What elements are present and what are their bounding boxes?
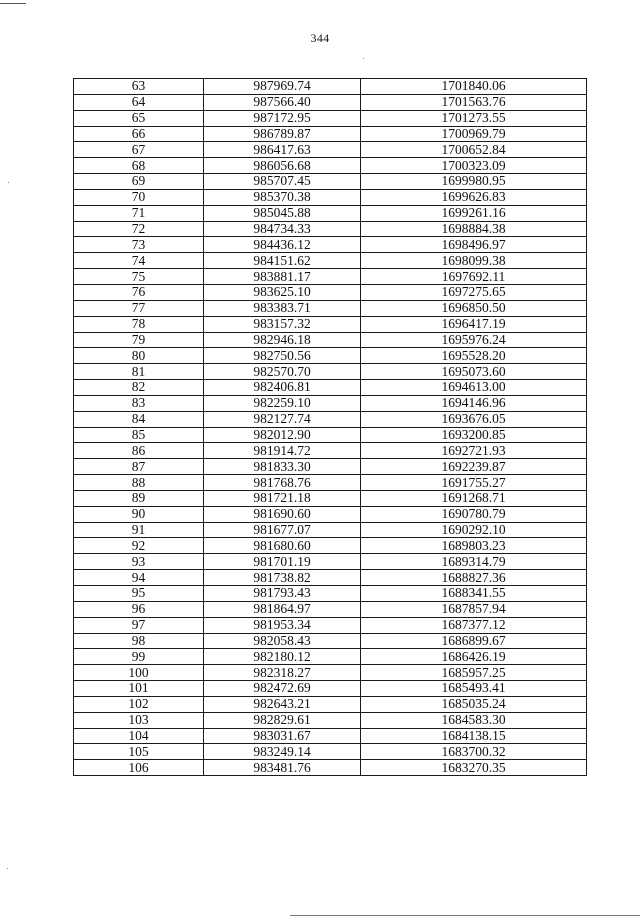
- y-coordinate-cell: 1690780.79: [361, 506, 587, 522]
- point-number-cell: 100: [74, 665, 204, 681]
- x-coordinate-cell: 987969.74: [204, 79, 361, 95]
- y-coordinate-cell: 1701563.76: [361, 94, 587, 110]
- table-row: [74, 728, 587, 744]
- point-number-cell: 91: [74, 522, 204, 538]
- point-number-cell: 64: [74, 94, 204, 110]
- x-coordinate-cell: 983881.17: [204, 269, 361, 285]
- y-coordinate-cell: 1698496.97: [361, 237, 587, 253]
- x-coordinate-cell: 986417.63: [204, 142, 361, 158]
- y-coordinate-cell: 1690292.10: [361, 522, 587, 538]
- point-number-cell: 68: [74, 158, 204, 174]
- x-coordinate-cell: 981768.76: [204, 475, 361, 491]
- y-coordinate-cell: 1698099.38: [361, 253, 587, 269]
- point-number-cell: 93: [74, 554, 204, 570]
- x-coordinate-cell: 981833.30: [204, 459, 361, 475]
- x-coordinate-cell: 983157.32: [204, 316, 361, 332]
- table-row: [74, 300, 587, 316]
- point-number-cell: 73: [74, 237, 204, 253]
- coordinates-table-body: [74, 79, 587, 776]
- point-number-cell: 86: [74, 443, 204, 459]
- table-row: [74, 205, 587, 221]
- y-coordinate-cell: 1692239.87: [361, 459, 587, 475]
- y-coordinate-cell: 1700969.79: [361, 126, 587, 142]
- table-row: [74, 142, 587, 158]
- point-number-cell: 90: [74, 506, 204, 522]
- y-coordinate-cell: 1687377.12: [361, 617, 587, 633]
- coordinates-table: [73, 78, 587, 776]
- point-number-cell: 104: [74, 728, 204, 744]
- point-number-cell: 65: [74, 110, 204, 126]
- table-row: [74, 253, 587, 269]
- table-row: [74, 94, 587, 110]
- point-number-cell: 103: [74, 712, 204, 728]
- y-coordinate-cell: 1699980.95: [361, 174, 587, 190]
- table-row: [74, 696, 587, 712]
- point-number-cell: 87: [74, 459, 204, 475]
- point-number-cell: 72: [74, 221, 204, 237]
- point-number-cell: 71: [74, 205, 204, 221]
- point-number-cell: 75: [74, 269, 204, 285]
- point-number-cell: 95: [74, 586, 204, 602]
- y-coordinate-cell: 1695528.20: [361, 348, 587, 364]
- x-coordinate-cell: 986056.68: [204, 158, 361, 174]
- page-number: 344: [310, 31, 330, 45]
- table-row: [74, 380, 587, 396]
- y-coordinate-cell: 1691755.27: [361, 475, 587, 491]
- table-row: [74, 570, 587, 586]
- table-row: [74, 443, 587, 459]
- table-row: [74, 284, 587, 300]
- point-number-cell: 105: [74, 744, 204, 760]
- y-coordinate-cell: 1683270.35: [361, 760, 587, 776]
- table-row: [74, 522, 587, 538]
- table-row: [74, 427, 587, 443]
- y-coordinate-cell: 1685035.24: [361, 696, 587, 712]
- y-coordinate-cell: 1683700.32: [361, 744, 587, 760]
- table-row: [74, 158, 587, 174]
- x-coordinate-cell: 981690.60: [204, 506, 361, 522]
- table-row: [74, 110, 587, 126]
- y-coordinate-cell: 1687857.94: [361, 601, 587, 617]
- table-row: [74, 601, 587, 617]
- y-coordinate-cell: 1694146.96: [361, 395, 587, 411]
- y-coordinate-cell: 1688341.55: [361, 586, 587, 602]
- y-coordinate-cell: 1689314.79: [361, 554, 587, 570]
- x-coordinate-cell: 981680.60: [204, 538, 361, 554]
- x-coordinate-cell: 986789.87: [204, 126, 361, 142]
- table-row: [74, 237, 587, 253]
- y-coordinate-cell: 1693676.05: [361, 411, 587, 427]
- x-coordinate-cell: 982946.18: [204, 332, 361, 348]
- scan-speck: [363, 58, 364, 59]
- point-number-cell: 74: [74, 253, 204, 269]
- table-row: [74, 411, 587, 427]
- x-coordinate-cell: 983383.71: [204, 300, 361, 316]
- y-coordinate-cell: 1697275.65: [361, 284, 587, 300]
- table-row: [74, 126, 587, 142]
- y-coordinate-cell: 1699626.83: [361, 189, 587, 205]
- y-coordinate-cell: 1685493.41: [361, 681, 587, 697]
- x-coordinate-cell: 982829.61: [204, 712, 361, 728]
- table-row: [74, 506, 587, 522]
- x-coordinate-cell: 981721.18: [204, 490, 361, 506]
- point-number-cell: 98: [74, 633, 204, 649]
- point-number-cell: 69: [74, 174, 204, 190]
- table-row: [74, 586, 587, 602]
- point-number-cell: 84: [74, 411, 204, 427]
- table-row: [74, 364, 587, 380]
- y-coordinate-cell: 1691268.71: [361, 490, 587, 506]
- x-coordinate-cell: 984436.12: [204, 237, 361, 253]
- table-row: [74, 760, 587, 776]
- table-row: [74, 316, 587, 332]
- y-coordinate-cell: 1699261.16: [361, 205, 587, 221]
- x-coordinate-cell: 981793.43: [204, 586, 361, 602]
- x-coordinate-cell: 985045.88: [204, 205, 361, 221]
- point-number-cell: 89: [74, 490, 204, 506]
- table-row: [74, 681, 587, 697]
- y-coordinate-cell: 1695976.24: [361, 332, 587, 348]
- table-row: [74, 189, 587, 205]
- table-row: [74, 221, 587, 237]
- table-row: [74, 554, 587, 570]
- point-number-cell: 82: [74, 380, 204, 396]
- y-coordinate-cell: 1694613.00: [361, 380, 587, 396]
- point-number-cell: 67: [74, 142, 204, 158]
- x-coordinate-cell: 982750.56: [204, 348, 361, 364]
- y-coordinate-cell: 1697692.11: [361, 269, 587, 285]
- x-coordinate-cell: 982259.10: [204, 395, 361, 411]
- y-coordinate-cell: 1701273.55: [361, 110, 587, 126]
- point-number-cell: 80: [74, 348, 204, 364]
- table-row: [74, 744, 587, 760]
- point-number-cell: 85: [74, 427, 204, 443]
- x-coordinate-cell: 983625.10: [204, 284, 361, 300]
- point-number-cell: 88: [74, 475, 204, 491]
- y-coordinate-cell: 1693200.85: [361, 427, 587, 443]
- y-coordinate-cell: 1696417.19: [361, 316, 587, 332]
- x-coordinate-cell: 981677.07: [204, 522, 361, 538]
- point-number-cell: 77: [74, 300, 204, 316]
- x-coordinate-cell: 983031.67: [204, 728, 361, 744]
- y-coordinate-cell: 1684138.15: [361, 728, 587, 744]
- point-number-cell: 63: [74, 79, 204, 95]
- y-coordinate-cell: 1696850.50: [361, 300, 587, 316]
- table-row: [74, 617, 587, 633]
- table-row: [74, 79, 587, 95]
- y-coordinate-cell: 1688827.36: [361, 570, 587, 586]
- x-coordinate-cell: 987566.40: [204, 94, 361, 110]
- table-row: [74, 538, 587, 554]
- point-number-cell: 66: [74, 126, 204, 142]
- y-coordinate-cell: 1698884.38: [361, 221, 587, 237]
- table-row: [74, 348, 587, 364]
- y-coordinate-cell: 1695073.60: [361, 364, 587, 380]
- point-number-cell: 79: [74, 332, 204, 348]
- point-number-cell: 101: [74, 681, 204, 697]
- x-coordinate-cell: 981953.34: [204, 617, 361, 633]
- table-row: [74, 332, 587, 348]
- table-row: [74, 269, 587, 285]
- table-row: [74, 475, 587, 491]
- scan-edge-mark-top: [0, 3, 26, 4]
- point-number-cell: 70: [74, 189, 204, 205]
- table-row: [74, 174, 587, 190]
- x-coordinate-cell: 987172.95: [204, 110, 361, 126]
- x-coordinate-cell: 981701.19: [204, 554, 361, 570]
- y-coordinate-cell: 1700323.09: [361, 158, 587, 174]
- scan-speck: [7, 868, 8, 869]
- x-coordinate-cell: 982570.70: [204, 364, 361, 380]
- point-number-cell: 76: [74, 284, 204, 300]
- y-coordinate-cell: 1701840.06: [361, 79, 587, 95]
- y-coordinate-cell: 1686426.19: [361, 649, 587, 665]
- x-coordinate-cell: 982406.81: [204, 380, 361, 396]
- scan-edge-mark-bottom: [290, 915, 640, 916]
- point-number-cell: 92: [74, 538, 204, 554]
- y-coordinate-cell: 1692721.93: [361, 443, 587, 459]
- x-coordinate-cell: 981738.82: [204, 570, 361, 586]
- point-number-cell: 97: [74, 617, 204, 633]
- point-number-cell: 94: [74, 570, 204, 586]
- table-row: [74, 649, 587, 665]
- x-coordinate-cell: 984734.33: [204, 221, 361, 237]
- point-number-cell: 83: [74, 395, 204, 411]
- x-coordinate-cell: 982318.27: [204, 665, 361, 681]
- scan-speck: [8, 182, 9, 183]
- x-coordinate-cell: 982472.69: [204, 681, 361, 697]
- point-number-cell: 96: [74, 601, 204, 617]
- y-coordinate-cell: 1700652.84: [361, 142, 587, 158]
- x-coordinate-cell: 983481.76: [204, 760, 361, 776]
- x-coordinate-cell: 982012.90: [204, 427, 361, 443]
- x-coordinate-cell: 981914.72: [204, 443, 361, 459]
- point-number-cell: 81: [74, 364, 204, 380]
- point-number-cell: 106: [74, 760, 204, 776]
- x-coordinate-cell: 982180.12: [204, 649, 361, 665]
- table-row: [74, 459, 587, 475]
- y-coordinate-cell: 1686899.67: [361, 633, 587, 649]
- table-row: [74, 490, 587, 506]
- point-number-cell: 102: [74, 696, 204, 712]
- x-coordinate-cell: 982127.74: [204, 411, 361, 427]
- y-coordinate-cell: 1689803.23: [361, 538, 587, 554]
- x-coordinate-cell: 981864.97: [204, 601, 361, 617]
- x-coordinate-cell: 983249.14: [204, 744, 361, 760]
- y-coordinate-cell: 1684583.30: [361, 712, 587, 728]
- table-row: [74, 665, 587, 681]
- point-number-cell: 99: [74, 649, 204, 665]
- x-coordinate-cell: 985707.45: [204, 174, 361, 190]
- table-row: [74, 633, 587, 649]
- x-coordinate-cell: 982058.43: [204, 633, 361, 649]
- table-row: [74, 712, 587, 728]
- y-coordinate-cell: 1685957.25: [361, 665, 587, 681]
- x-coordinate-cell: 984151.62: [204, 253, 361, 269]
- table-row: [74, 395, 587, 411]
- x-coordinate-cell: 982643.21: [204, 696, 361, 712]
- point-number-cell: 78: [74, 316, 204, 332]
- x-coordinate-cell: 985370.38: [204, 189, 361, 205]
